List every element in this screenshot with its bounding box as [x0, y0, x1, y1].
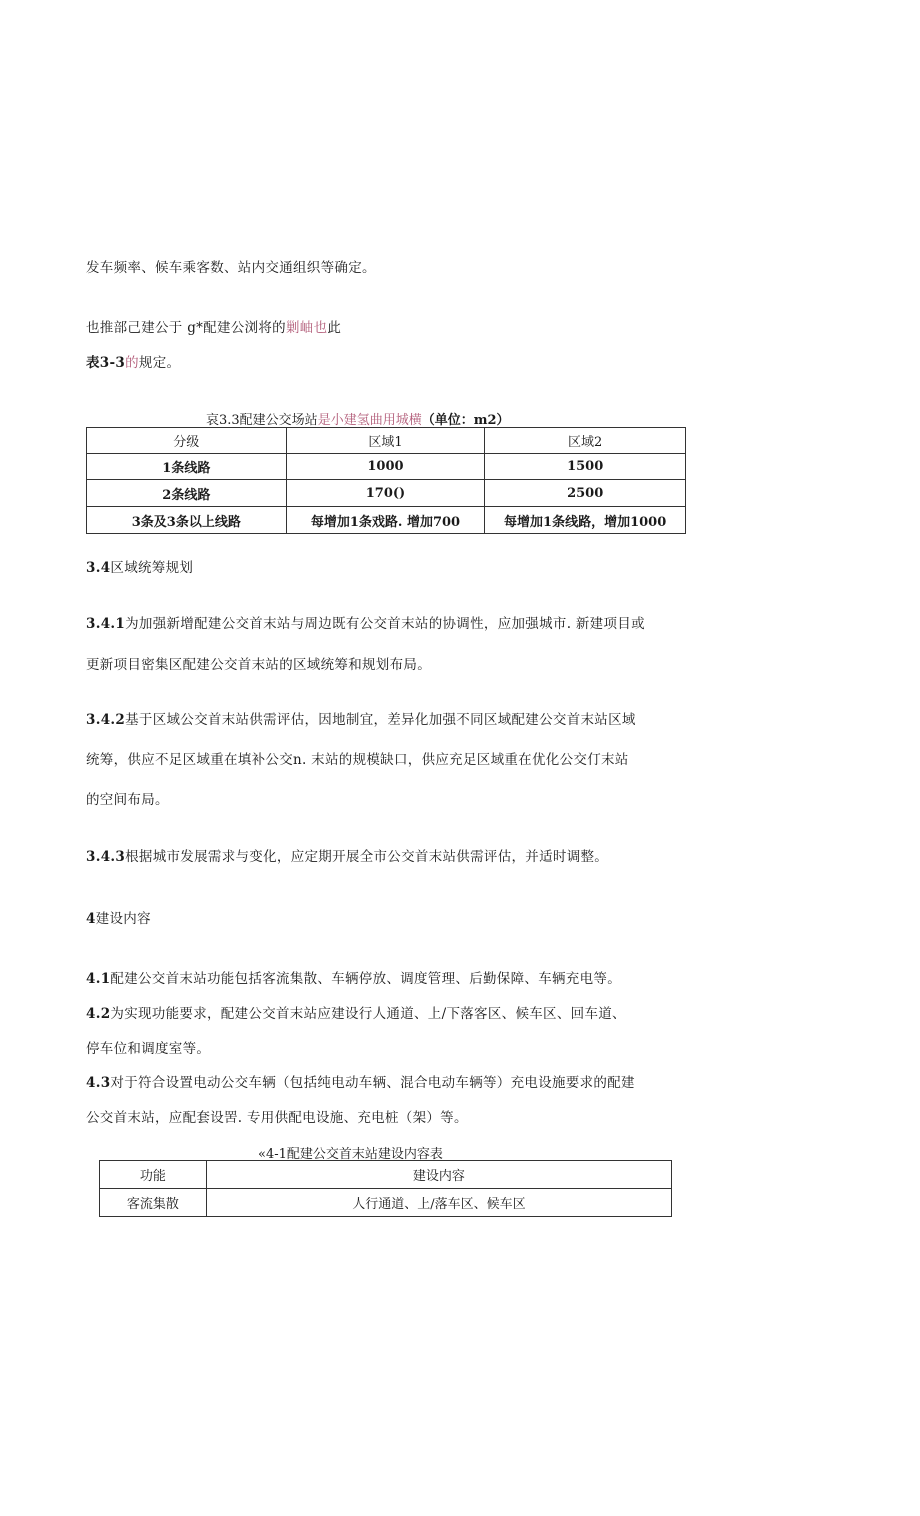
table1-cell: 1条线路 — [87, 454, 287, 480]
section-title: 建设内容 — [95, 911, 151, 927]
clause-number: 4.3 — [86, 1075, 111, 1091]
paragraph-4-1 — [86, 967, 621, 987]
table1 — [86, 427, 686, 534]
table1-caption-c: （单位：m2） — [421, 413, 510, 428]
table2-cell: 客流集散 — [100, 1189, 207, 1217]
paragraph-3-3-text-b: 剿岫也 — [285, 320, 328, 336]
table1-cell: 2500 — [485, 480, 686, 507]
table-row — [100, 1189, 672, 1217]
clause-number: 3.4.2 — [86, 712, 126, 728]
table1-header-cell: 分级 — [87, 428, 287, 454]
table1-cell: 每增加1条线路，增加1000 — [485, 507, 686, 534]
table1-header-cell: 区域1 — [286, 428, 485, 454]
section-number: 3.4 — [86, 560, 111, 576]
table1-header-row — [87, 428, 686, 454]
section-3-4-heading — [86, 556, 193, 576]
table1-cell: 1500 — [485, 454, 686, 480]
paragraph-3-3 — [86, 316, 341, 336]
table-row — [87, 480, 686, 507]
clause-number: 4.1 — [86, 971, 111, 987]
paragraph-text: 为加强新增配建公交首末站与周边既有公交首末站的协调性，应加强城市. 新建项目或 — [125, 616, 645, 632]
section-4-heading — [86, 907, 151, 927]
table1-header-cell: 区域2 — [485, 428, 686, 454]
clause-number: 4.2 — [86, 1006, 111, 1022]
paragraph-4-2-line1 — [86, 1002, 626, 1022]
paragraph-3-4-1-line2: 更新项目密集区配建公交首末站的区域统筹和规划布局。 — [86, 657, 431, 673]
table2-header-cell: 功能 — [100, 1161, 207, 1189]
table1-cell: 1000 — [286, 454, 485, 480]
paragraph-3-3-text-a: 也推部己建公于 g*配建公浏将的 — [86, 320, 286, 336]
table1-cell: 3条及3条以上线路 — [87, 507, 287, 534]
paragraph-3-3b-pink: 的 — [125, 355, 139, 371]
paragraph-text: 根据城市发展需求与变化，应定期开展全市公交首末站供需评估，并适时调整。 — [125, 849, 609, 865]
table2-caption: «4-1配建公交首末站建设内容表 — [258, 1147, 443, 1162]
table2-cell: 人行通道、上/落车区、候车区 — [206, 1189, 671, 1217]
paragraph-text: 配建公交首末站功能包括客流集散、车辆停放、调度管理、后勤保障、车辆充电等。 — [110, 971, 621, 987]
table1-cell: 每增加1条戏路. 增加700 — [286, 507, 485, 534]
table1-caption-b: 是小建氢曲用城横 — [317, 413, 422, 428]
paragraph-3-3-text-c: 此 — [327, 320, 342, 336]
table-row — [87, 507, 686, 534]
paragraph-3-4-2-line2: 统筹，供应不足区域重在填补公交n. 末站的规模缺口，供应充足区域重在优化公交仃末站 — [86, 752, 629, 768]
table1-cell: 170() — [286, 480, 485, 507]
paragraph-3-4-2-line3: 的空间布局。 — [86, 792, 169, 808]
table1-caption — [206, 409, 510, 428]
paragraph-3-4-2-line1 — [86, 708, 636, 728]
clause-number: 3.4.3 — [86, 849, 126, 865]
paragraph-3-4-1-line1 — [86, 612, 645, 632]
table1-caption-a: 哀3.3配建公交场站 — [206, 413, 318, 428]
paragraph-4-2-line2: 停车位和调度室等。 — [86, 1041, 211, 1057]
section-title: 区域统筹规划 — [110, 560, 194, 576]
paragraph-text: 为实现功能要求，配建公交首末站应建设行人通道、上/下落客区、候车区、回车道、 — [110, 1006, 626, 1022]
table2 — [99, 1160, 672, 1217]
section-number: 4 — [86, 911, 96, 927]
paragraph-text: 对于符合设置电动公交车辆（包括纯电动车辆、混合电动车辆等）充电设施要求的配建 — [110, 1075, 635, 1091]
table2-header-cell: 建设内容 — [206, 1161, 671, 1189]
intro-line: 发车频率、候车乘客数、站内交通组织等确定。 — [86, 260, 376, 276]
paragraph-3-3-continued — [86, 351, 180, 371]
table-reference: 表3-3 — [86, 355, 126, 371]
paragraph-3-4-3 — [86, 845, 608, 865]
table-row — [87, 454, 686, 480]
table1-cell: 2条线路 — [87, 480, 287, 507]
paragraph-4-3-line2: 公交首末站，应配套设罟. 专用供配电设施、充电桩（架）等。 — [86, 1110, 468, 1126]
paragraph-4-3-line1 — [86, 1071, 635, 1091]
clause-number: 3.4.1 — [86, 616, 126, 632]
table2-header-row — [100, 1161, 672, 1189]
paragraph-text: 基于区域公交首末站供需评估，因地制宜，差异化加强不同区域配建公交首末站区域 — [125, 712, 636, 728]
paragraph-3-3b-rest: 规定。 — [138, 355, 181, 371]
